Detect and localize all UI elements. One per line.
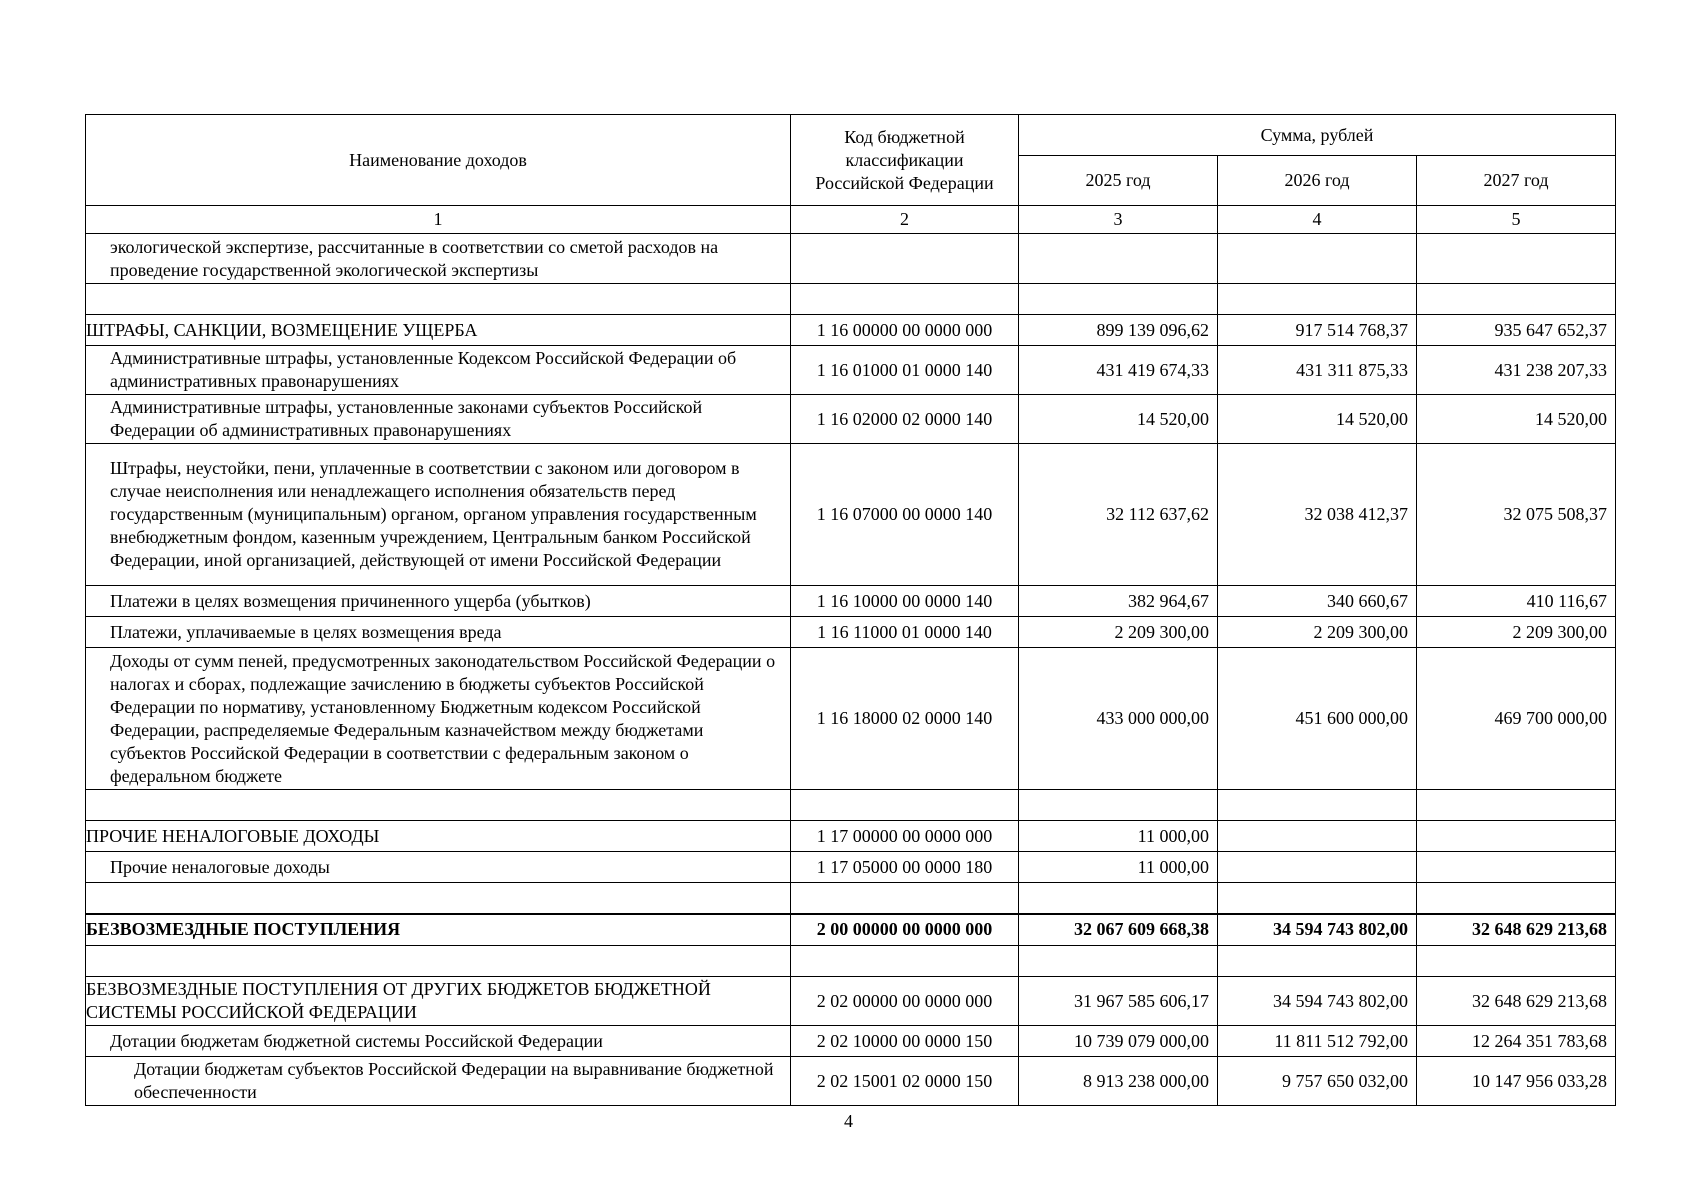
row-name: БЕЗВОЗМЕЗДНЫЕ ПОСТУПЛЕНИЯ [86,914,791,946]
row-sum-2025: 382 964,67 [1019,586,1218,617]
table-row [86,234,1616,284]
row-code: 1 16 10000 00 0000 140 [791,586,1019,617]
table-row [86,852,1616,883]
row-code [791,946,1019,977]
header-income-name: Наименование доходов [86,115,791,206]
table-row [86,346,1616,395]
header-year-2026: 2026 год [1218,156,1417,206]
row-name: ШТРАФЫ, САНКЦИИ, ВОЗМЕЩЕНИЕ УЩЕРБА [86,315,791,346]
row-code: 2 02 10000 00 0000 150 [791,1026,1019,1057]
row-sum-2026: 431 311 875,33 [1218,346,1417,395]
table-row [86,977,1616,1026]
row-name [86,790,791,821]
row-sum-2025 [1019,284,1218,315]
table-row [86,914,1616,946]
column-number-2: 2 [791,206,1019,234]
row-sum-2025: 11 000,00 [1019,821,1218,852]
row-sum-2025 [1019,790,1218,821]
row-sum-2026 [1218,946,1417,977]
row-code [791,883,1019,914]
row-code: 1 16 18000 02 0000 140 [791,648,1019,790]
row-sum-2027: 410 116,67 [1417,586,1616,617]
row-sum-2025: 8 913 238 000,00 [1019,1057,1218,1106]
row-name [86,883,791,914]
row-code: 1 16 00000 00 0000 000 [791,315,1019,346]
table-row [86,284,1616,315]
row-name: Платежи в целях возмещения причиненного ущерба (убытков) [86,586,791,617]
row-sum-2027 [1417,234,1616,284]
row-sum-2025 [1019,946,1218,977]
row-sum-2027: 32 648 629 213,68 [1417,914,1616,946]
table-row [86,648,1616,790]
row-code [791,234,1019,284]
page-number: 4 [844,1111,853,1131]
row-sum-2026: 32 038 412,37 [1218,444,1417,586]
table-body [86,234,1616,1106]
row-sum-2027 [1417,284,1616,315]
column-number-1: 1 [86,206,791,234]
row-sum-2026: 340 660,67 [1218,586,1417,617]
row-sum-2027: 935 647 652,37 [1417,315,1616,346]
row-sum-2027: 10 147 956 033,28 [1417,1057,1616,1106]
row-sum-2026 [1218,852,1417,883]
row-sum-2026 [1218,821,1417,852]
column-number-4: 4 [1218,206,1417,234]
row-name: Прочие неналоговые доходы [86,852,791,883]
row-name: Административные штрафы, установленные законами субъектов Российской Федерации об административных правонарушениях [86,395,791,444]
row-sum-2026: 2 209 300,00 [1218,617,1417,648]
table-row [86,821,1616,852]
row-name [86,284,791,315]
row-sum-2027: 14 520,00 [1417,395,1616,444]
row-sum-2026: 14 520,00 [1218,395,1417,444]
row-name: Доходы от сумм пеней, предусмотренных законодательством Российской Федерации о налогах и сборах, подлежащие зачислению в бюджеты субъектов Российской Федерации по нормативу, установленному Бюджетным кодексом Российской Федерации, распределяемые Федеральным казначейством между бюджетами субъектов Российской Федерации в соответствии с федеральным законом о федеральном бюджете [86,648,791,790]
row-sum-2026 [1218,284,1417,315]
row-sum-2025 [1019,234,1218,284]
revenue-table [85,114,1616,1106]
row-code: 1 16 11000 01 0000 140 [791,617,1019,648]
row-sum-2027: 2 209 300,00 [1417,617,1616,648]
row-sum-2025: 10 739 079 000,00 [1019,1026,1218,1057]
table-row [86,444,1616,586]
row-sum-2025: 433 000 000,00 [1019,648,1218,790]
row-code: 1 16 07000 00 0000 140 [791,444,1019,586]
table-row [86,395,1616,444]
row-sum-2026: 34 594 743 802,00 [1218,914,1417,946]
row-sum-2027 [1417,821,1616,852]
row-name: Дотации бюджетам субъектов Российской Федерации на выравнивание бюджетной обеспеченности [86,1057,791,1106]
row-sum-2026: 451 600 000,00 [1218,648,1417,790]
row-sum-2025 [1019,883,1218,914]
row-code: 1 17 05000 00 0000 180 [791,852,1019,883]
row-code: 2 02 15001 02 0000 150 [791,1057,1019,1106]
row-sum-2026: 917 514 768,37 [1218,315,1417,346]
row-name [86,946,791,977]
header-year-2025: 2025 год [1019,156,1218,206]
row-code: 1 16 01000 01 0000 140 [791,346,1019,395]
table-row [86,1057,1616,1106]
row-name: Дотации бюджетам бюджетной системы Российской Федерации [86,1026,791,1057]
row-sum-2027: 32 075 508,37 [1417,444,1616,586]
row-sum-2027: 32 648 629 213,68 [1417,977,1616,1026]
row-sum-2025: 899 139 096,62 [1019,315,1218,346]
row-sum-2026: 34 594 743 802,00 [1218,977,1417,1026]
row-sum-2027 [1417,790,1616,821]
row-code: 2 02 00000 00 0000 000 [791,977,1019,1026]
row-sum-2025: 11 000,00 [1019,852,1218,883]
table-row [86,790,1616,821]
row-sum-2027: 431 238 207,33 [1417,346,1616,395]
row-name: Платежи, уплачиваемые в целях возмещения вреда [86,617,791,648]
row-sum-2025: 431 419 674,33 [1019,346,1218,395]
row-sum-2025: 32 067 609 668,38 [1019,914,1218,946]
row-sum-2026: 9 757 650 032,00 [1218,1057,1417,1106]
row-sum-2027 [1417,852,1616,883]
row-name: Штрафы, неустойки, пени, уплаченные в соответствии с законом или договором в случае неисполнения или ненадлежащего исполнения обязательств перед государственным (муниципальным) органом, органом управления государственным внебюджетным фондом, казенным учреждением, Центральным банком Российской Федерации, иной организацией, действующей от имени Российской Федерации [86,444,791,586]
row-sum-2025: 31 967 585 606,17 [1019,977,1218,1026]
row-code [791,790,1019,821]
header-sum: Сумма, рублей [1019,115,1616,156]
row-name: БЕЗВОЗМЕЗДНЫЕ ПОСТУПЛЕНИЯ ОТ ДРУГИХ БЮДЖЕТОВ БЮДЖЕТНОЙ СИСТЕМЫ РОССИЙСКОЙ ФЕДЕРАЦИИ [86,977,791,1026]
row-sum-2027: 12 264 351 783,68 [1417,1026,1616,1057]
row-sum-2026: 11 811 512 792,00 [1218,1026,1417,1057]
table-row [86,586,1616,617]
table-row [86,1026,1616,1057]
row-sum-2026 [1218,883,1417,914]
table-row [86,617,1616,648]
row-code: 1 17 00000 00 0000 000 [791,821,1019,852]
row-name: ПРОЧИЕ НЕНАЛОГОВЫЕ ДОХОДЫ [86,821,791,852]
row-code: 2 00 00000 00 0000 000 [791,914,1019,946]
column-number-3: 3 [1019,206,1218,234]
row-sum-2026 [1218,790,1417,821]
row-code: 1 16 02000 02 0000 140 [791,395,1019,444]
row-sum-2025: 32 112 637,62 [1019,444,1218,586]
row-name: Административные штрафы, установленные Кодексом Российской Федерации об административных правонарушениях [86,346,791,395]
table-row [86,883,1616,914]
row-sum-2027: 469 700 000,00 [1417,648,1616,790]
row-sum-2025: 2 209 300,00 [1019,617,1218,648]
header-year-2027: 2027 год [1417,156,1616,206]
table-row [86,315,1616,346]
row-sum-2027 [1417,946,1616,977]
row-name: экологической экспертизе, рассчитанные в соответствии со сметой расходов на проведение государственной экологической экспертизы [86,234,791,284]
header-budget-code: Код бюджетной классификации Российской Федерации [791,115,1019,206]
table-row [86,946,1616,977]
row-sum-2025: 14 520,00 [1019,395,1218,444]
row-code [791,284,1019,315]
row-sum-2026 [1218,234,1417,284]
column-number-5: 5 [1417,206,1616,234]
row-sum-2027 [1417,883,1616,914]
